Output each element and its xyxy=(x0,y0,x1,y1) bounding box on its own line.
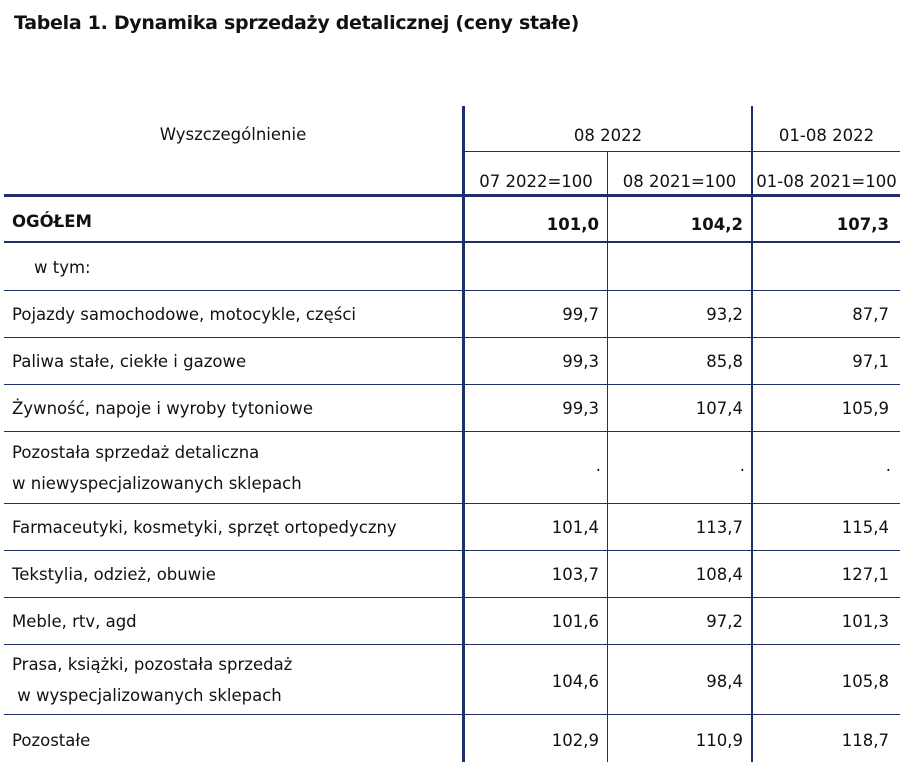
table-cell: . xyxy=(595,456,601,475)
column-group-header: 08 2022 xyxy=(573,126,643,145)
row-label: Paliwa stałe, ciekłe i gazowe xyxy=(12,352,247,371)
table-cell: 102,9 xyxy=(551,731,599,750)
table-cell: 118,7 xyxy=(841,731,889,750)
table-cell: 110,9 xyxy=(695,731,743,750)
row-divider xyxy=(4,597,900,598)
row-divider xyxy=(4,384,900,385)
table-cell: 105,9 xyxy=(841,399,889,418)
row-label: Farmaceutyki, kosmetyki, sprzęt ortopedyczny xyxy=(12,518,397,537)
table-cell: 85,8 xyxy=(706,352,743,371)
table-cell: 97,1 xyxy=(852,352,889,371)
column-group-header: 01-08 2022 xyxy=(778,126,875,145)
row-divider xyxy=(4,550,900,551)
row-label: w tym: xyxy=(34,258,91,277)
row-label: Pojazdy samochodowe, motocykle, części xyxy=(12,305,356,324)
table-cell: 103,7 xyxy=(551,565,599,584)
row-label: Pozostałe xyxy=(12,731,91,750)
table-cell: 97,2 xyxy=(706,612,743,631)
row-divider xyxy=(4,290,900,291)
table-cell: 101,3 xyxy=(841,612,889,631)
table-cell: 115,4 xyxy=(841,518,889,537)
row-divider xyxy=(4,714,900,715)
row-divider xyxy=(4,241,900,243)
table-cell: 99,7 xyxy=(562,305,599,324)
row-label: Prasa, książki, pozostała sprzedaż w wyspecjalizowanych sklepach xyxy=(12,655,293,705)
table-cell: 93,2 xyxy=(706,305,743,324)
column-divider xyxy=(462,106,465,762)
table-cell: 104,2 xyxy=(690,215,743,234)
column-subheader: 07 2022=100 xyxy=(479,172,593,191)
table-cell: 99,3 xyxy=(562,352,599,371)
row-label: Meble, rtv, agd xyxy=(12,612,137,631)
row-label: Pozostała sprzedaż detaliczna w niewyspecjalizowanych sklepach xyxy=(12,443,302,493)
column-divider xyxy=(751,106,753,762)
table-cell: 101,0 xyxy=(546,215,599,234)
table-cell: 104,6 xyxy=(551,672,599,691)
table-cell: 87,7 xyxy=(852,305,889,324)
table-cell: 107,3 xyxy=(836,215,889,234)
table-cell: 99,3 xyxy=(562,399,599,418)
table-cell: 105,8 xyxy=(841,672,889,691)
table-cell: 101,4 xyxy=(551,518,599,537)
row-label: Tekstylia, odzież, obuwie xyxy=(12,565,216,584)
column-divider xyxy=(607,152,608,762)
header-divider xyxy=(463,151,900,152)
row-label: Żywność, napoje i wyroby tytoniowe xyxy=(12,399,314,418)
table-title: Tabela 1. Dynamika sprzedaży detalicznej (ceny stałe) xyxy=(14,12,579,34)
header-bottom-rule xyxy=(4,194,900,197)
table-cell: 98,4 xyxy=(706,672,743,691)
table-cell: 101,6 xyxy=(551,612,599,631)
table-cell: . xyxy=(739,456,745,475)
table-cell: . xyxy=(885,456,891,475)
column-header-description: Wyszczególnienie xyxy=(159,125,307,144)
column-subheader: 08 2021=100 xyxy=(622,172,737,191)
row-divider xyxy=(4,644,900,645)
column-subheader: 01-08 2021=100 xyxy=(756,172,897,191)
table-cell: 113,7 xyxy=(695,518,743,537)
table-cell: 108,4 xyxy=(695,565,743,584)
row-divider xyxy=(4,431,900,432)
row-divider xyxy=(4,503,900,504)
table-cell: 107,4 xyxy=(695,399,743,418)
row-divider xyxy=(4,337,900,338)
table-cell: 127,1 xyxy=(841,565,889,584)
row-label: OGÓŁEM xyxy=(12,212,92,231)
